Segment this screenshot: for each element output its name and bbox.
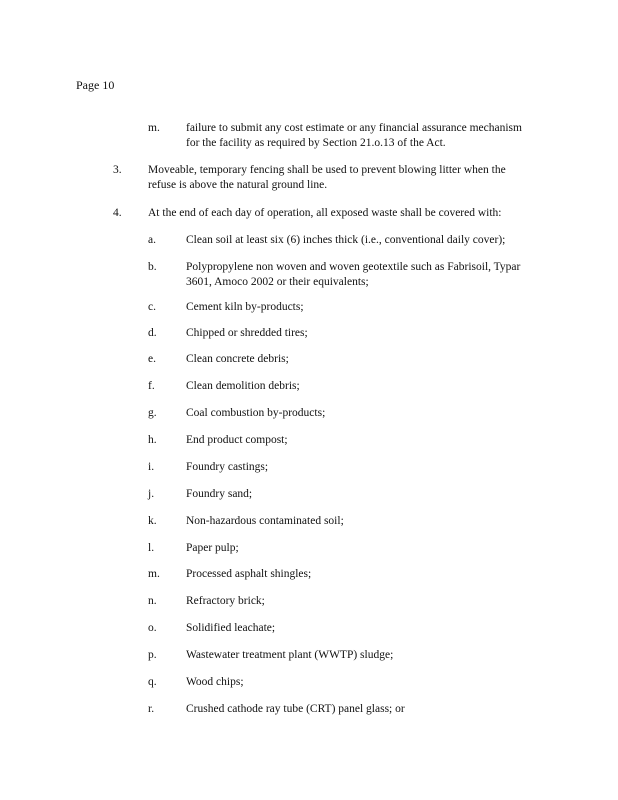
subitem-text: Non-hazardous contaminated soil;	[186, 515, 344, 527]
subitem-marker: l.	[148, 542, 155, 554]
subitem-marker: k.	[148, 515, 157, 527]
subitem-text: Cement kiln by-products;	[186, 301, 304, 313]
subitem-text: Wastewater treatment plant (WWTP) sludge;	[186, 649, 394, 661]
subitem-marker: b.	[148, 261, 157, 273]
subitem-marker: g.	[148, 407, 157, 419]
subitem-marker: a.	[148, 234, 156, 246]
text-line: failure to submit any cost estimate or any financial assurance mechanism	[186, 122, 522, 134]
section-number: 4.	[113, 207, 122, 219]
subitem-text: Solidified leachate;	[186, 622, 276, 634]
section-number: 3.	[113, 164, 122, 176]
subitem-text: End product compost;	[186, 434, 288, 446]
subitem-marker: q.	[148, 676, 157, 688]
list-item-text	[186, 121, 522, 151]
section-text: At the end of each day of operation, all exposed waste shall be covered with:	[148, 207, 502, 219]
subitem-text: Foundry castings;	[186, 461, 269, 473]
subitem-text: Wood chips;	[186, 676, 244, 688]
subitem-marker: m.	[148, 568, 160, 580]
page-number: Page 10	[76, 78, 115, 92]
subitem-text: Clean concrete debris;	[186, 353, 289, 365]
text-line: Moveable, temporary fencing shall be used to prevent blowing litter when the	[148, 164, 506, 176]
subitem-marker: i.	[148, 461, 155, 473]
subitem-text: Coal combustion by-products;	[186, 407, 326, 419]
subitem-text: Clean demolition debris;	[186, 380, 300, 392]
subitem-text: Foundry sand;	[186, 488, 253, 500]
subitem-marker: d.	[148, 327, 157, 339]
text-line: refuse is above the natural ground line.	[148, 179, 328, 191]
subitem-marker: c.	[148, 301, 156, 313]
section-text	[148, 163, 506, 193]
subitem-text: Clean soil at least six (6) inches thick (i.e., conventional daily cover);	[186, 234, 506, 246]
subitem-text	[186, 260, 520, 290]
subitem-marker: e.	[148, 353, 156, 365]
subitem-text: Refractory brick;	[186, 595, 265, 607]
subitem-marker: f.	[148, 380, 155, 392]
subitem-text: Paper pulp;	[186, 542, 239, 554]
subitem-marker: n.	[148, 595, 157, 607]
list-item-marker: m.	[148, 122, 160, 134]
subitem-marker: h.	[148, 434, 157, 446]
text-line: 3601, Amoco 2002 or their equivalents;	[186, 276, 369, 288]
subitem-text: Processed asphalt shingles;	[186, 568, 312, 580]
subitem-text: Chipped or shredded tires;	[186, 327, 308, 339]
subitem-marker: o.	[148, 622, 157, 634]
text-line: for the facility as required by Section 21.o.13 of the Act.	[186, 137, 446, 149]
subitem-marker: p.	[148, 649, 157, 661]
subitem-marker: j.	[148, 488, 155, 500]
subitem-marker: r.	[148, 703, 155, 715]
text-line: Polypropylene non woven and woven geotextile such as Fabrisoil, Typar	[186, 261, 521, 273]
subitem-text: Crushed cathode ray tube (CRT) panel glass; or	[186, 703, 405, 715]
